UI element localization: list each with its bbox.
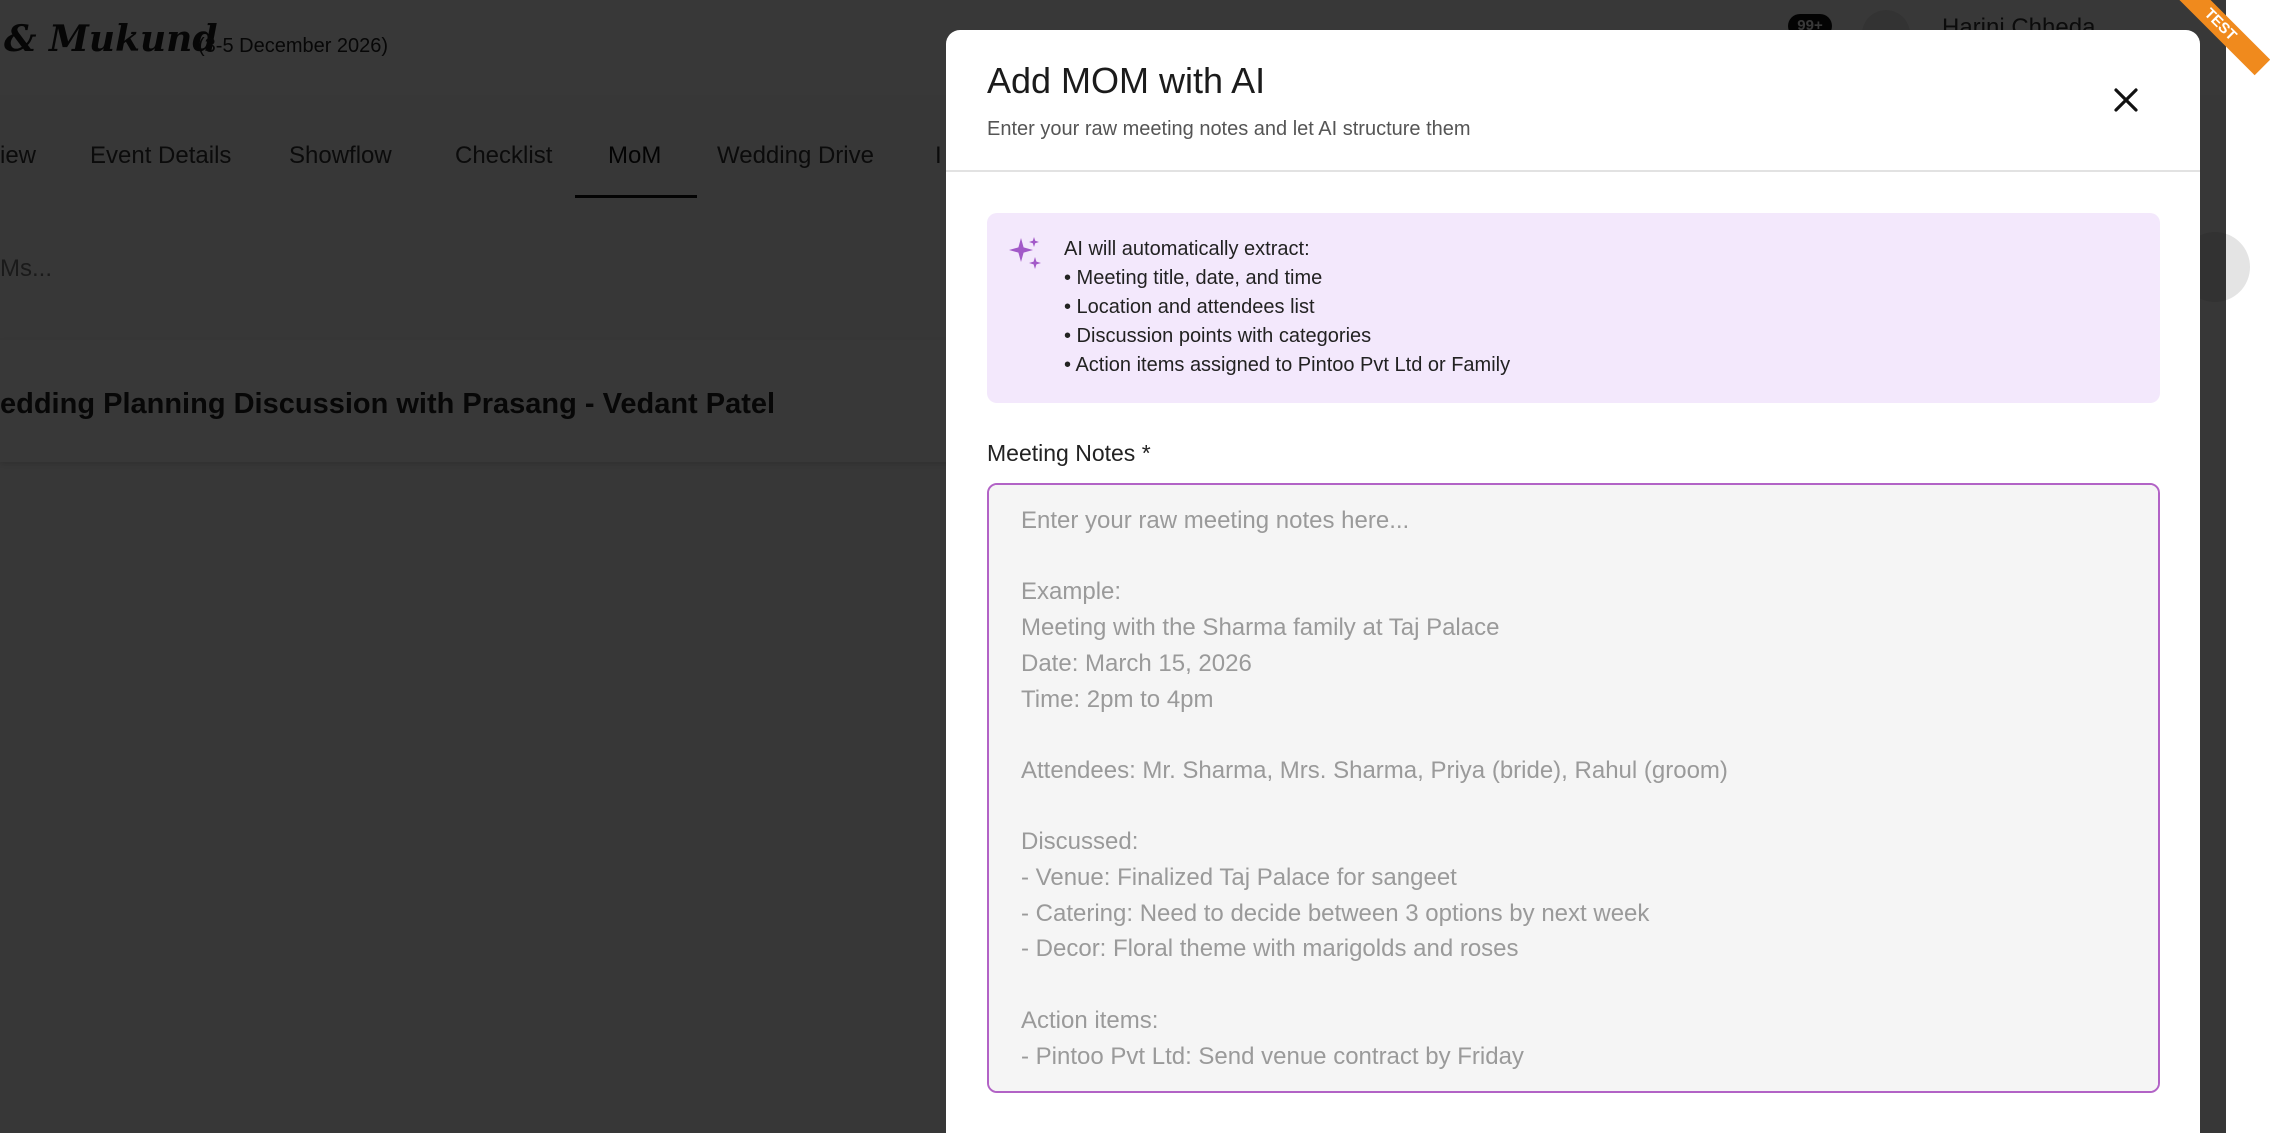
info-heading: AI will automatically extract: xyxy=(1064,238,1310,260)
add-mom-modal xyxy=(946,30,2200,1133)
info-item: • Action items assigned to Pintoo Pvt Ltd or Family xyxy=(1064,354,1511,376)
header-divider xyxy=(946,170,2200,172)
sparkle-icon xyxy=(1007,235,1043,271)
info-list xyxy=(1064,235,1510,380)
info-item: • Location and attendees list xyxy=(1064,296,1315,318)
info-item: • Meeting title, date, and time xyxy=(1064,267,1323,289)
meeting-notes-input[interactable] xyxy=(987,483,2160,1093)
ai-info-box xyxy=(987,213,2160,403)
close-button[interactable] xyxy=(2104,78,2148,122)
test-ribbon-label: TEST xyxy=(2170,0,2270,75)
meeting-notes-label: Meeting Notes * xyxy=(987,440,1151,466)
close-icon xyxy=(2104,78,2148,122)
modal-title: Add MOM with AI xyxy=(987,60,1266,101)
modal-subtitle: Enter your raw meeting notes and let AI structure them xyxy=(987,118,1471,140)
info-item: • Discussion points with categories xyxy=(1064,325,1372,347)
